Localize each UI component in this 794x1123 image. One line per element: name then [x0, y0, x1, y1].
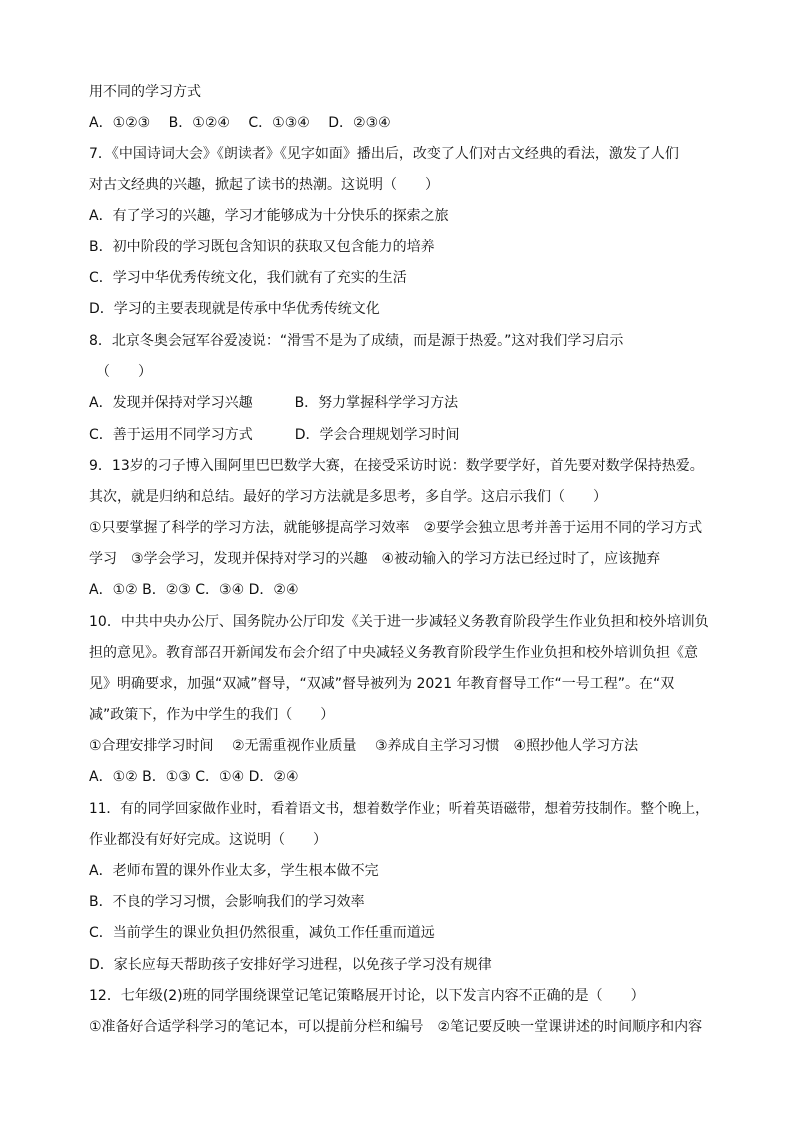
question-9: 9．13岁的刁子博入围阿里巴巴数学大赛，在接受采访时说：数学要学好，首先要对数学保持热爱。	[89, 458, 704, 474]
statement-line: 学习 ③学会学习，发现并保持对学习的兴趣 ④被动输入的学习方法已经过时了，应该抛弃	[89, 551, 661, 567]
text-line: 其次，就是归纳和总结。最好的学习方法就是多思考，多自学。这启示我们（ ）	[89, 489, 607, 505]
option-line: A．①② B．②③ C．③④ D．②④	[89, 582, 299, 598]
option-line: A．①②③ B．①②④ C．①③④ D．②③④	[89, 115, 391, 131]
option-line: A．①② B．①③ C．①④ D．②④	[89, 769, 299, 785]
option-a: A．老师布置的课外作业太多，学生根本做不完	[89, 863, 379, 879]
text-line: 减”政策下，作为中学生的我们（ ）	[89, 707, 335, 723]
option-d: D．家长应每天帮助孩子安排好学习进程，以免孩子学习没有规律	[89, 957, 492, 973]
option-a: A．有了学习的兴趣，学习才能够成为十分快乐的探索之旅	[89, 208, 449, 224]
text-line: 对古文经典的兴趣，掀起了读书的热潮。这说明（ ）	[89, 177, 439, 193]
text-line: 担的意见》。教育部召开新闻发布会介绍了中央减轻义务教育阶段学生作业负担和校外培训负担《意	[89, 645, 698, 661]
question-8: 8．北京冬奥会冠军谷爱凌说：“滑雪不是为了成绩，而是源于热爱。”这对我们学习启示	[89, 333, 624, 349]
text-line: 作业都没有好好完成。这说明（ ）	[89, 832, 327, 848]
question-10: 10．中共中央办公厅、国务院办公厅印发《关于进一步减轻义务教育阶段学生作业负担和校外培训负	[89, 614, 709, 630]
option-b: B．初中阶段的学习既包含知识的获取又包含能力的培养	[89, 239, 435, 255]
question-11: 11．有的同学回家做作业时，看着语文书，想着数学作业；听着英语磁带，想着劳技制作。整个晚上，	[89, 801, 709, 817]
statement-line: ①准备好合适学科学习的笔记本，可以提前分栏和编号 ②笔记要反映一堂课讲述的时间顺序和内容	[89, 1019, 703, 1035]
statement-line: ①合理安排学习时间 ②无需重视作业质量 ③养成自主学习习惯 ④照抄他人学习方法	[89, 738, 639, 754]
statement-line: ①只要掌握了科学的学习方法，就能够提高学习效率 ②要学会独立思考并善于运用不同的学习方式	[89, 520, 703, 536]
question-7: 7．《中国诗词大会》《朗读者》《见字如面》播出后，改变了人们对古文经典的看法，激发了人们	[89, 146, 679, 162]
option-b: B．不良的学习习惯，会影响我们的学习效率	[89, 894, 365, 910]
text-line: 见》明确要求，加强“双减”督导，“双减”督导被列为 2021 年教育督导工作“一号工程”。在“双	[89, 676, 675, 692]
option-line: A．发现并保持对学习兴趣 B．努力掌握科学学习方法	[89, 395, 459, 411]
text-line: 用不同的学习方式	[89, 84, 201, 100]
question-12: 12．七年级(2)班的同学围绕课堂记笔记策略展开讨论，以下发言内容不正确的是（ ）	[89, 988, 645, 1004]
option-c: C．学习中华优秀传统文化，我们就有了充实的生活	[89, 270, 407, 286]
option-c: C．当前学生的课业负担仍然很重，减负工作任重而道远	[89, 925, 435, 941]
option-line: C．善于运用不同学习方式 D．学会合理规划学习时间	[89, 427, 460, 443]
answer-bracket: （ ）	[96, 364, 152, 380]
option-d: D．学习的主要表现就是传承中华优秀传统文化	[89, 301, 380, 317]
